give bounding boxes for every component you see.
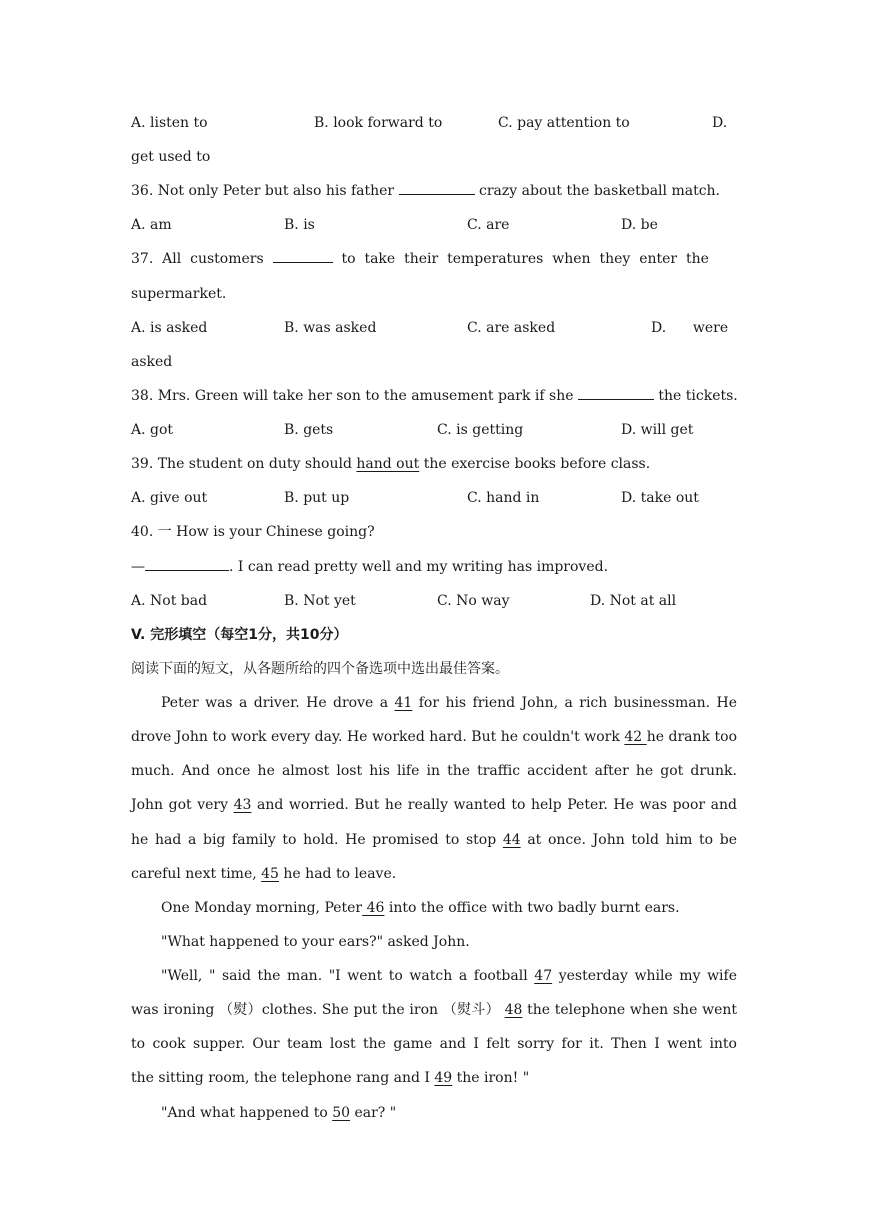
- q40-option-d: D. Not at all: [590, 593, 677, 609]
- q36-stem-post: crazy about the basketball match.: [479, 183, 720, 199]
- q38-stem-post: the tickets.: [658, 388, 738, 404]
- passage-line: [131, 1068, 737, 1088]
- q35-option-a: A. listen to: [131, 115, 208, 131]
- q38-option-b: B. gets: [284, 422, 334, 438]
- q36-option-c: C. are: [467, 217, 510, 233]
- q37-stem-pre: 37. All customers: [131, 251, 264, 267]
- passage-text: drove John to work every day. He worked hard. But he couldn't work: [131, 729, 625, 745]
- q37-option-c: C. are asked: [467, 320, 556, 336]
- q36-blank: [399, 181, 475, 195]
- blank-48: 48: [504, 1002, 523, 1018]
- section-title: V. 完形填空（每空1分，共10分）: [131, 627, 348, 643]
- q40-option-b: B. Not yet: [284, 593, 356, 609]
- q38-stem-pre: 38. Mrs. Green will take her son to the amusement park if she: [131, 388, 574, 404]
- q36-stem-pre: 36. Not only Peter but also his father: [131, 183, 395, 199]
- passage-text: and worried. But he really wanted to help Peter. He was poor and: [251, 797, 737, 813]
- blank-41: 41: [394, 695, 413, 711]
- passage-line: [161, 693, 737, 713]
- blank-43: 43: [233, 797, 252, 813]
- q39-option-b: B. put up: [284, 490, 350, 506]
- q36-stem: [131, 181, 737, 201]
- q39-stem-post: the exercise books before class.: [419, 456, 651, 472]
- q38-blank: [578, 386, 654, 400]
- q40-reply: [131, 557, 737, 577]
- q36-option-d: D. be: [621, 217, 658, 233]
- q37-blank: [273, 249, 333, 263]
- q35-option-d: D.: [712, 115, 728, 131]
- q39-stem-pre: 39. The student on duty should: [131, 456, 357, 472]
- q35-option-d-continued: get used to: [131, 149, 211, 165]
- blank-49: 49: [434, 1070, 453, 1086]
- blank-47: 47: [534, 968, 553, 984]
- passage-line: [131, 1000, 737, 1020]
- q37-option-d: D. were: [651, 320, 729, 336]
- q35-option-c: C. pay attention to: [498, 115, 630, 131]
- passage-text: he had a big family to hold. He promised to stop: [131, 832, 503, 848]
- blank-50: 50: [332, 1105, 351, 1121]
- passage-line: [131, 830, 737, 850]
- passage-text: One Monday morning, Peter: [161, 900, 363, 916]
- passage-text: he had to leave.: [278, 866, 397, 882]
- passage-line: [161, 966, 737, 986]
- passage-line: "What happened to your ears?" asked John.: [161, 934, 470, 950]
- blank-44: 44: [502, 832, 521, 848]
- passage-line: to cook supper. Our team lost the game and I felt sorry for it. Then I went into: [131, 1036, 737, 1052]
- section-instruction: 阅读下面的短文，从各题所给的四个备选项中选出最佳答案。: [131, 661, 509, 677]
- q39-underlined-phrase: hand out: [356, 456, 420, 472]
- passage-text: careful next time,: [131, 866, 262, 882]
- passage-text: John got very: [131, 797, 234, 813]
- q40-blank: [145, 557, 229, 571]
- q35-option-b: B. look forward to: [314, 115, 443, 131]
- passage-text: "And what happened to: [161, 1105, 333, 1121]
- passage-line: [131, 795, 737, 815]
- passage-line: [161, 1103, 737, 1123]
- q38-option-a: A. got: [131, 422, 174, 438]
- q39-option-d: D. take out: [621, 490, 699, 506]
- passage-line: much. And once he almost lost his life in the traffic accident after he got drunk.: [131, 763, 737, 779]
- passage-text: the sitting room, the telephone rang and I: [131, 1070, 435, 1086]
- passage-text: was ironing （熨）clothes. She put the iron （熨斗）: [131, 1002, 505, 1018]
- q39-option-a: A. give out: [131, 490, 208, 506]
- passage-line: [131, 727, 737, 747]
- q37-option-a: A. is asked: [131, 320, 208, 336]
- q40-stem: 40. 一 How is your Chinese going?: [131, 524, 375, 540]
- q40-option-c: C. No way: [437, 593, 510, 609]
- q39-option-c: C. hand in: [467, 490, 540, 506]
- q37-stem-continued: supermarket.: [131, 286, 227, 302]
- q37-stem: [131, 249, 737, 269]
- passage-text: ear? ": [350, 1105, 397, 1121]
- blank-45: 45: [261, 866, 279, 882]
- q38-stem: [131, 386, 737, 406]
- passage-text: into the office with two badly burnt ears.: [384, 900, 680, 916]
- passage-text: "Well, " said the man. "I went to watch a football: [161, 968, 535, 984]
- passage-text: at once. John told him to be: [520, 832, 737, 848]
- passage-line: [131, 864, 737, 884]
- passage-line: [161, 898, 737, 918]
- q37-option-b: B. was asked: [284, 320, 377, 336]
- q38-option-c: C. is getting: [437, 422, 524, 438]
- blank-46: 46: [362, 900, 385, 916]
- q37-option-d-continued: asked: [131, 354, 173, 370]
- q40-reply-post: . I can read pretty well and my writing has improved.: [229, 559, 609, 575]
- passage-text: he drank too: [646, 729, 737, 745]
- q36-option-a: A. am: [131, 217, 172, 233]
- q36-option-b: B. is: [284, 217, 315, 233]
- passage-text: Peter was a driver. He drove a: [161, 695, 395, 711]
- q40-option-a: A. Not bad: [131, 593, 208, 609]
- passage-text: the telephone when she went: [522, 1002, 737, 1018]
- blank-42: 42: [624, 729, 647, 745]
- q40-reply-dash: —: [131, 559, 145, 575]
- passage-text: for his friend John, a rich businessman. He: [412, 695, 737, 711]
- q38-option-d: D. will get: [621, 422, 694, 438]
- q37-stem-post: to take their temperatures when they enter the: [341, 251, 709, 267]
- q39-stem: [131, 454, 737, 474]
- passage-text: yesterday while my wife: [552, 968, 738, 984]
- passage-text: the iron! ": [452, 1070, 530, 1086]
